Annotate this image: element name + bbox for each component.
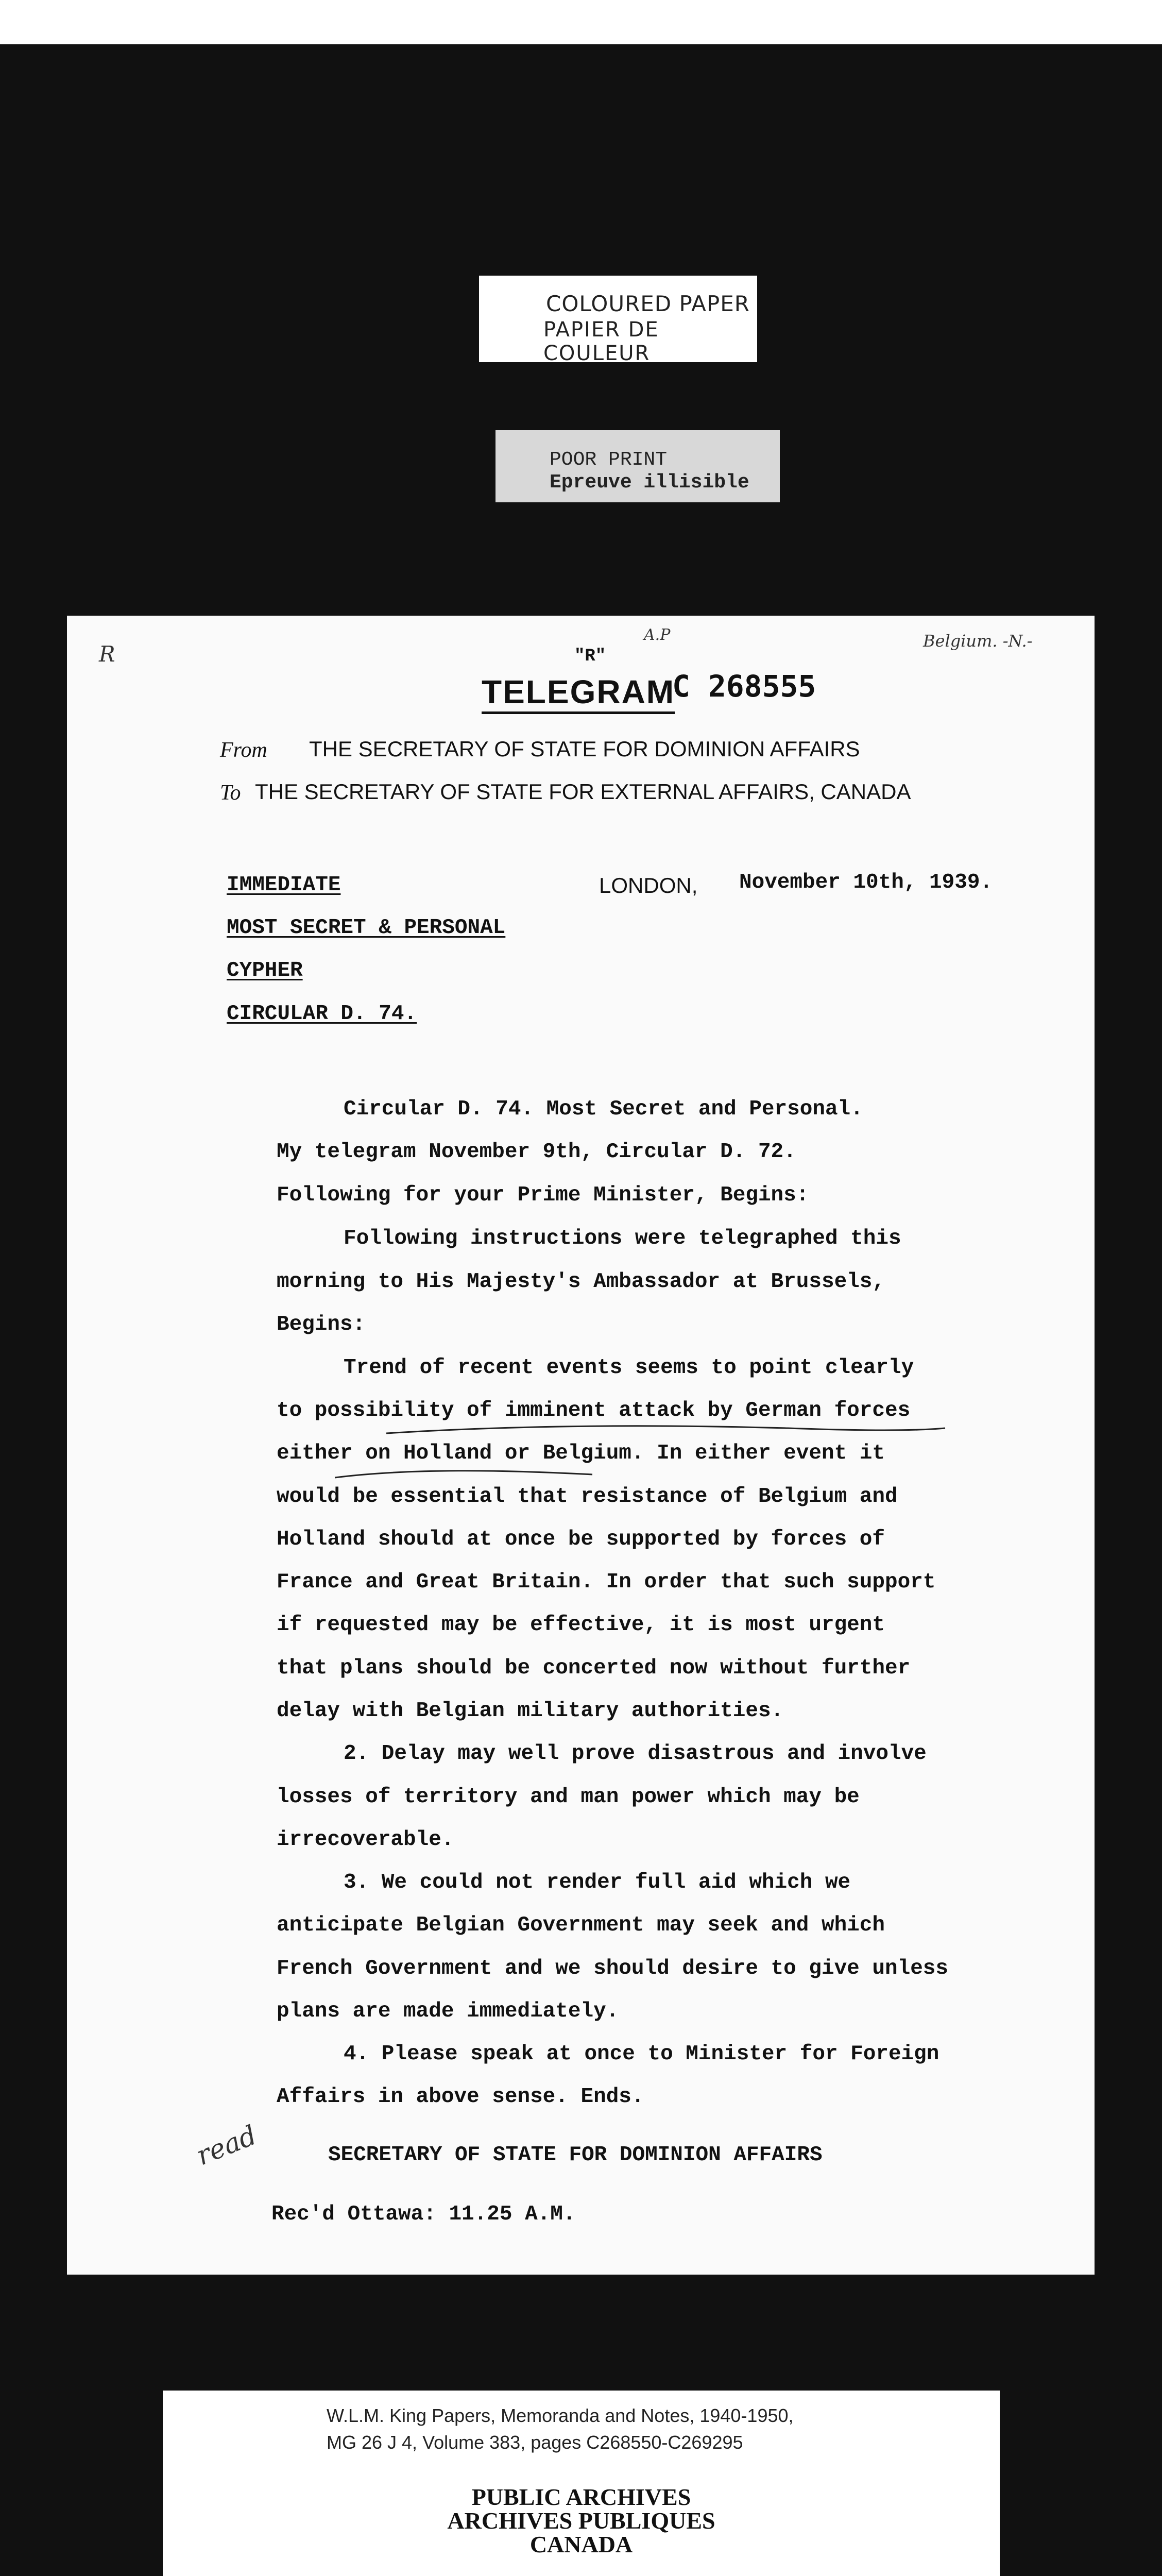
citation-line-2: MG 26 J 4, Volume 383, pages C268550-C269295 (327, 2432, 743, 2453)
classification-immediate: IMMEDIATE (227, 873, 341, 897)
papier-de-couleur-label: PAPIER DE COULEUR (543, 318, 659, 365)
body-line: 2. Delay may well prove disastrous and involve (344, 1742, 927, 1766)
classification-cypher: CYPHER (227, 959, 303, 982)
archive-country: CANADA (529, 2531, 633, 2557)
to-text: THE SECRETARY OF STATE FOR EXTERNAL AFFAIRS, CANADA (255, 779, 911, 804)
classification-most-secret: MOST SECRET & PERSONAL (227, 916, 506, 940)
place-london: LONDON, (599, 873, 698, 897)
signature-line: SECRETARY OF STATE FOR DOMINION AFFAIRS (328, 2143, 823, 2167)
archive-name-fr: ARCHIVES PUBLIQUES (447, 2507, 715, 2534)
corner-r-mark: R (99, 641, 115, 667)
body-line: morning to His Majesty's Ambassador at Brussels, (277, 1270, 885, 1294)
body-line: Begins: (277, 1313, 366, 1336)
body-line: losses of territory and man power which may be (277, 1785, 860, 1809)
body-line: anticipate Belgian Government may seek and which (277, 1913, 885, 1937)
poor-print-stamp (495, 430, 780, 502)
archive-name-en: PUBLIC ARCHIVES (471, 2484, 691, 2510)
body-line: irrecoverable. (277, 1828, 454, 1852)
classification-circular: CIRCULAR D. 74. (227, 1002, 417, 1026)
from-text: THE SECRETARY OF STATE FOR DOMINION AFFAIRS (309, 737, 860, 761)
body-line: would be essential that resistance of Belgium and (277, 1485, 898, 1509)
body-line: My telegram November 9th, Circular D. 72. (277, 1140, 796, 1164)
body-line: Following for your Prime Minister, Begins: (277, 1183, 809, 1207)
quote-r-mark: "R" (574, 647, 606, 666)
body-line: Following instructions were telegraphed this (344, 1227, 901, 1250)
telegram-title: TELEGRAM (482, 672, 675, 714)
body-line: if requested may be effective, it is most urgent (277, 1613, 885, 1637)
handwritten-read-note: read (192, 2120, 261, 2172)
from-label: From (220, 738, 267, 762)
initials-mark: A.P (644, 626, 671, 644)
body-line: delay with Belgian military authorities. (277, 1699, 784, 1723)
pencil-underline-marks (335, 1417, 948, 1489)
poor-print-label: POOR PRINT (550, 449, 668, 471)
body-line: France and Great Britain. In order that such support (277, 1570, 936, 1594)
telegram-number: C 268555 (672, 669, 816, 704)
telegram-date: November 10th, 1939. (739, 871, 993, 894)
coloured-paper-label: COLOURED PAPER (546, 291, 750, 316)
to-label: To (220, 781, 241, 805)
body-line: to possibility of imminent attack by German forces (277, 1399, 911, 1422)
body-line: that plans should be concerted now without further (277, 1656, 911, 1680)
body-line: either on Holland or Belgium. In either event it (277, 1442, 885, 1465)
body-line: Holland should at once be supported by forces of (277, 1528, 885, 1551)
received-timestamp: Rec'd Ottawa: 11.25 A.M. (271, 2202, 576, 2226)
body-line: Circular D. 74. Most Secret and Personal. (344, 1097, 863, 1121)
top-right-annotation: Belgium. -N.- (923, 631, 1033, 651)
citation-line-1: W.L.M. King Papers, Memoranda and Notes, 1940-1950, (327, 2405, 794, 2426)
archive-reference-box (163, 2391, 1000, 2576)
body-line: 4. Please speak at once to Minister for Foreign (344, 2042, 939, 2066)
coloured-paper-stamp (479, 276, 757, 365)
body-line: plans are made immediately. (277, 1999, 619, 2023)
body-line: Affairs in above sense. Ends. (277, 2085, 644, 2109)
telegram-document (67, 616, 1095, 2275)
top-margin-band (0, 0, 1162, 44)
body-line: 3. We could not render full aid which we (344, 1871, 851, 1894)
epreuve-illisible-label: Epreuve illisible (550, 471, 749, 494)
body-line: Trend of recent events seems to point clearly (344, 1356, 914, 1380)
body-line: French Government and we should desire to give unless (277, 1957, 949, 1980)
